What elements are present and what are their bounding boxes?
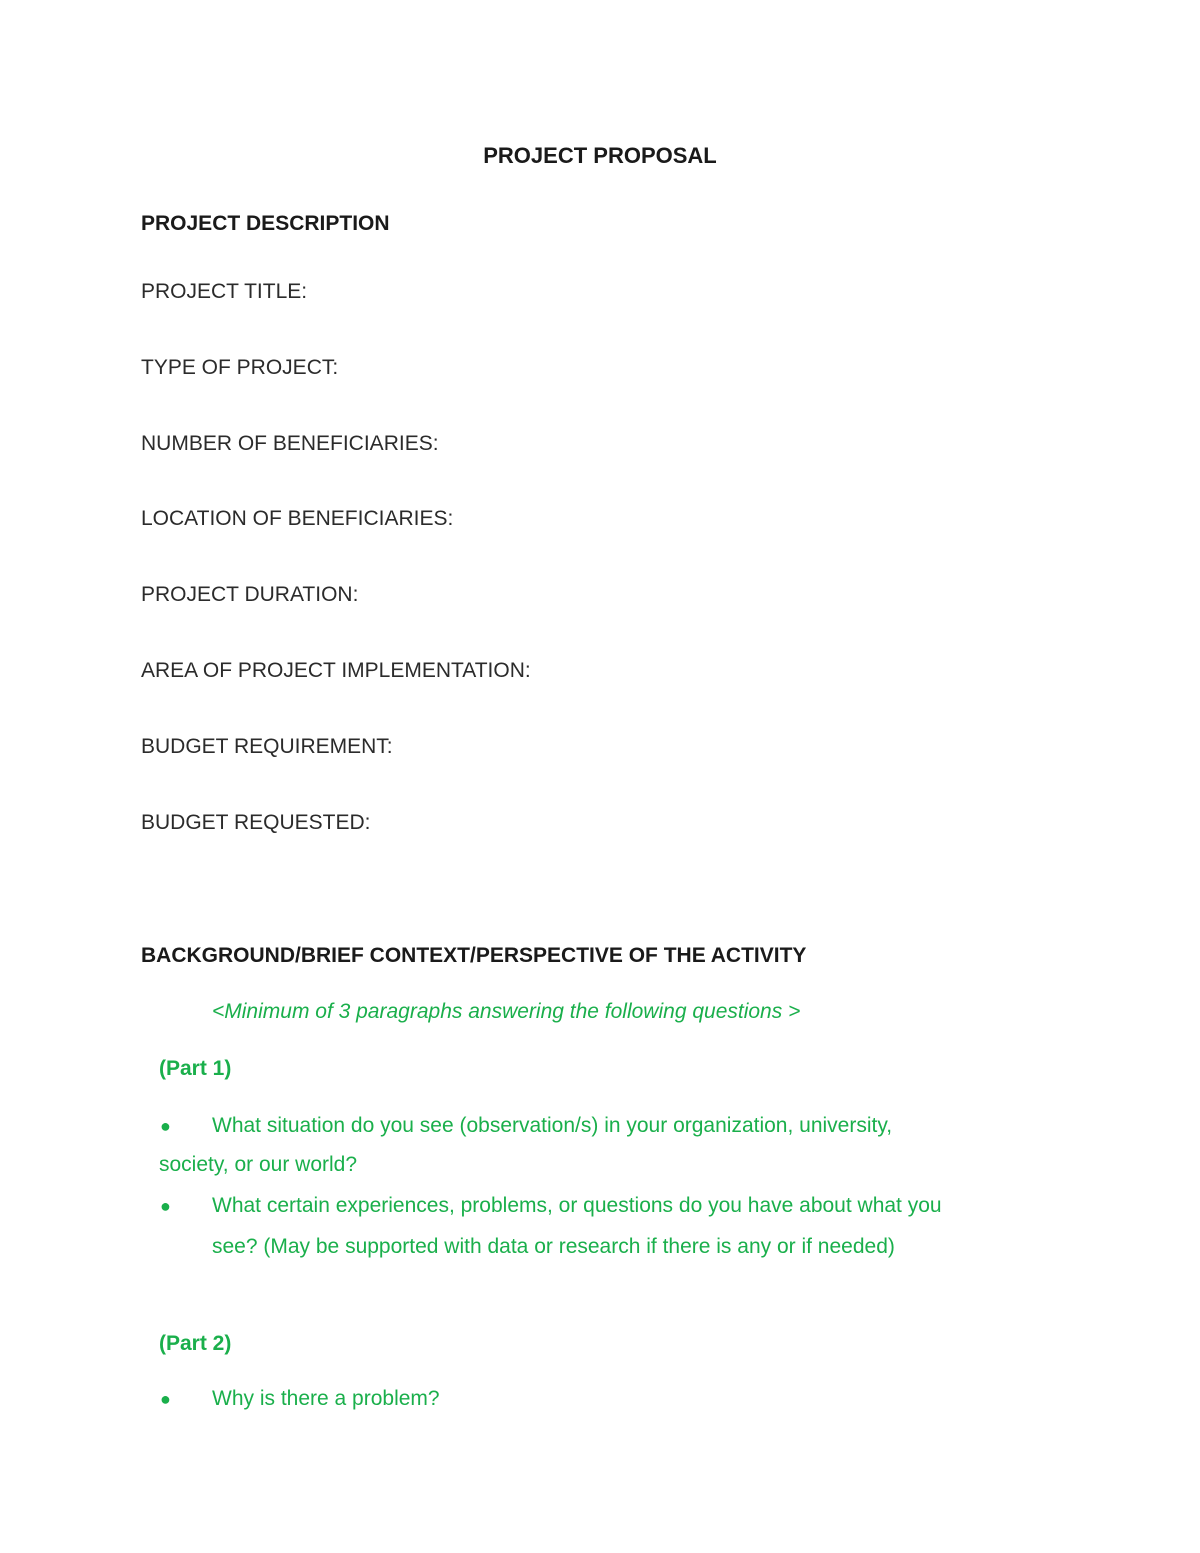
part-1-question-1-line-2: society, or our world? — [159, 1153, 358, 1176]
field-area-of-implementation: AREA OF PROJECT IMPLEMENTATION: — [141, 659, 531, 682]
background-heading: BACKGROUND/BRIEF CONTEXT/PERSPECTIVE OF THE ACTIVITY — [141, 944, 807, 967]
field-type-of-project: TYPE OF PROJECT: — [141, 356, 339, 379]
part-1-label: (Part 1) — [159, 1057, 232, 1080]
part-1-question-2-line-2: see? (May be supported with data or research if there is any or if needed) — [212, 1235, 895, 1258]
part-2-question-1: Why is there a problem? — [212, 1387, 440, 1410]
field-budget-requirement: BUDGET REQUIREMENT: — [141, 735, 393, 758]
field-number-of-beneficiaries: NUMBER OF BENEFICIARIES: — [141, 432, 439, 455]
field-project-duration: PROJECT DURATION: — [141, 583, 359, 606]
field-location-of-beneficiaries: LOCATION OF BENEFICIARIES: — [141, 507, 454, 530]
field-budget-requested: BUDGET REQUESTED: — [141, 811, 371, 834]
part-2-label: (Part 2) — [159, 1332, 232, 1355]
bullet-icon: ● — [160, 1196, 171, 1216]
field-project-title: PROJECT TITLE: — [141, 280, 308, 303]
part-1-question-2-line-1: What certain experiences, problems, or questions do you have about what you — [212, 1194, 942, 1217]
project-description-heading: PROJECT DESCRIPTION — [141, 212, 390, 235]
background-instruction: <Minimum of 3 paragraphs answering the following questions > — [212, 1000, 801, 1023]
part-1-question-1-line-1: What situation do you see (observation/s) in your organization, university, — [212, 1114, 893, 1137]
bullet-icon: ● — [160, 1389, 171, 1409]
bullet-icon: ● — [160, 1116, 171, 1136]
document-title: PROJECT PROPOSAL — [483, 143, 717, 168]
